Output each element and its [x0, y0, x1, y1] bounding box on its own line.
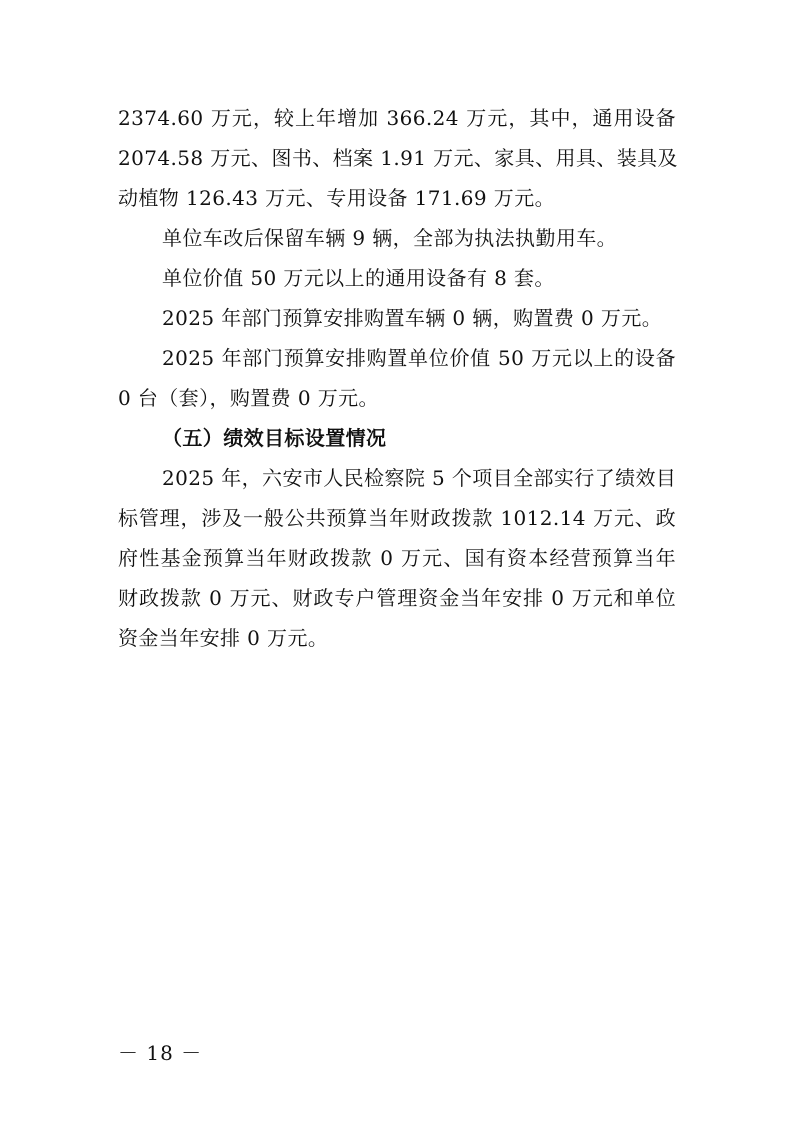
paragraph-line: 2374.60 万元，较上年增加 366.24 万元，其中，通用设备	[118, 106, 676, 130]
paragraph-line: 动植物 126.43 万元、专用设备 171.69 万元。	[118, 186, 555, 210]
page-number: － 18 －	[118, 1041, 203, 1065]
paragraph-line: 2074.58 万元、图书、档案 1.91 万元、家具、用具、装具及	[118, 146, 678, 170]
paragraph-line: 2025 年部门预算安排购置单位价值 50 万元以上的设备	[162, 346, 676, 370]
paragraph-line: 资金当年安排 0 万元。	[118, 626, 329, 650]
paragraph-line: 0 台（套），购置费 0 万元。	[118, 386, 379, 410]
paragraph-line: 2025 年部门预算安排购置车辆 0 辆，购置费 0 万元。	[162, 306, 663, 330]
section-heading: （五）绩效目标设置情况	[162, 426, 387, 450]
paragraph-line: 标管理，涉及一般公共预算当年财政拨款 1012.14 万元、政	[118, 506, 676, 530]
paragraph-line: 单位价值 50 万元以上的通用设备有 8 套。	[162, 266, 555, 290]
paragraph-line: 府性基金预算当年财政拨款 0 万元、国有资本经营预算当年	[118, 546, 676, 570]
paragraph-line: 2025 年，六安市人民检察院 5 个项目全部实行了绩效目	[162, 466, 677, 490]
paragraph-line: 财政拨款 0 万元、财政专户管理资金当年安排 0 万元和单位	[118, 586, 676, 610]
paragraph-line: 单位车改后保留车辆 9 辆，全部为执法执勤用车。	[162, 226, 618, 250]
document-body	[118, 98, 676, 658]
